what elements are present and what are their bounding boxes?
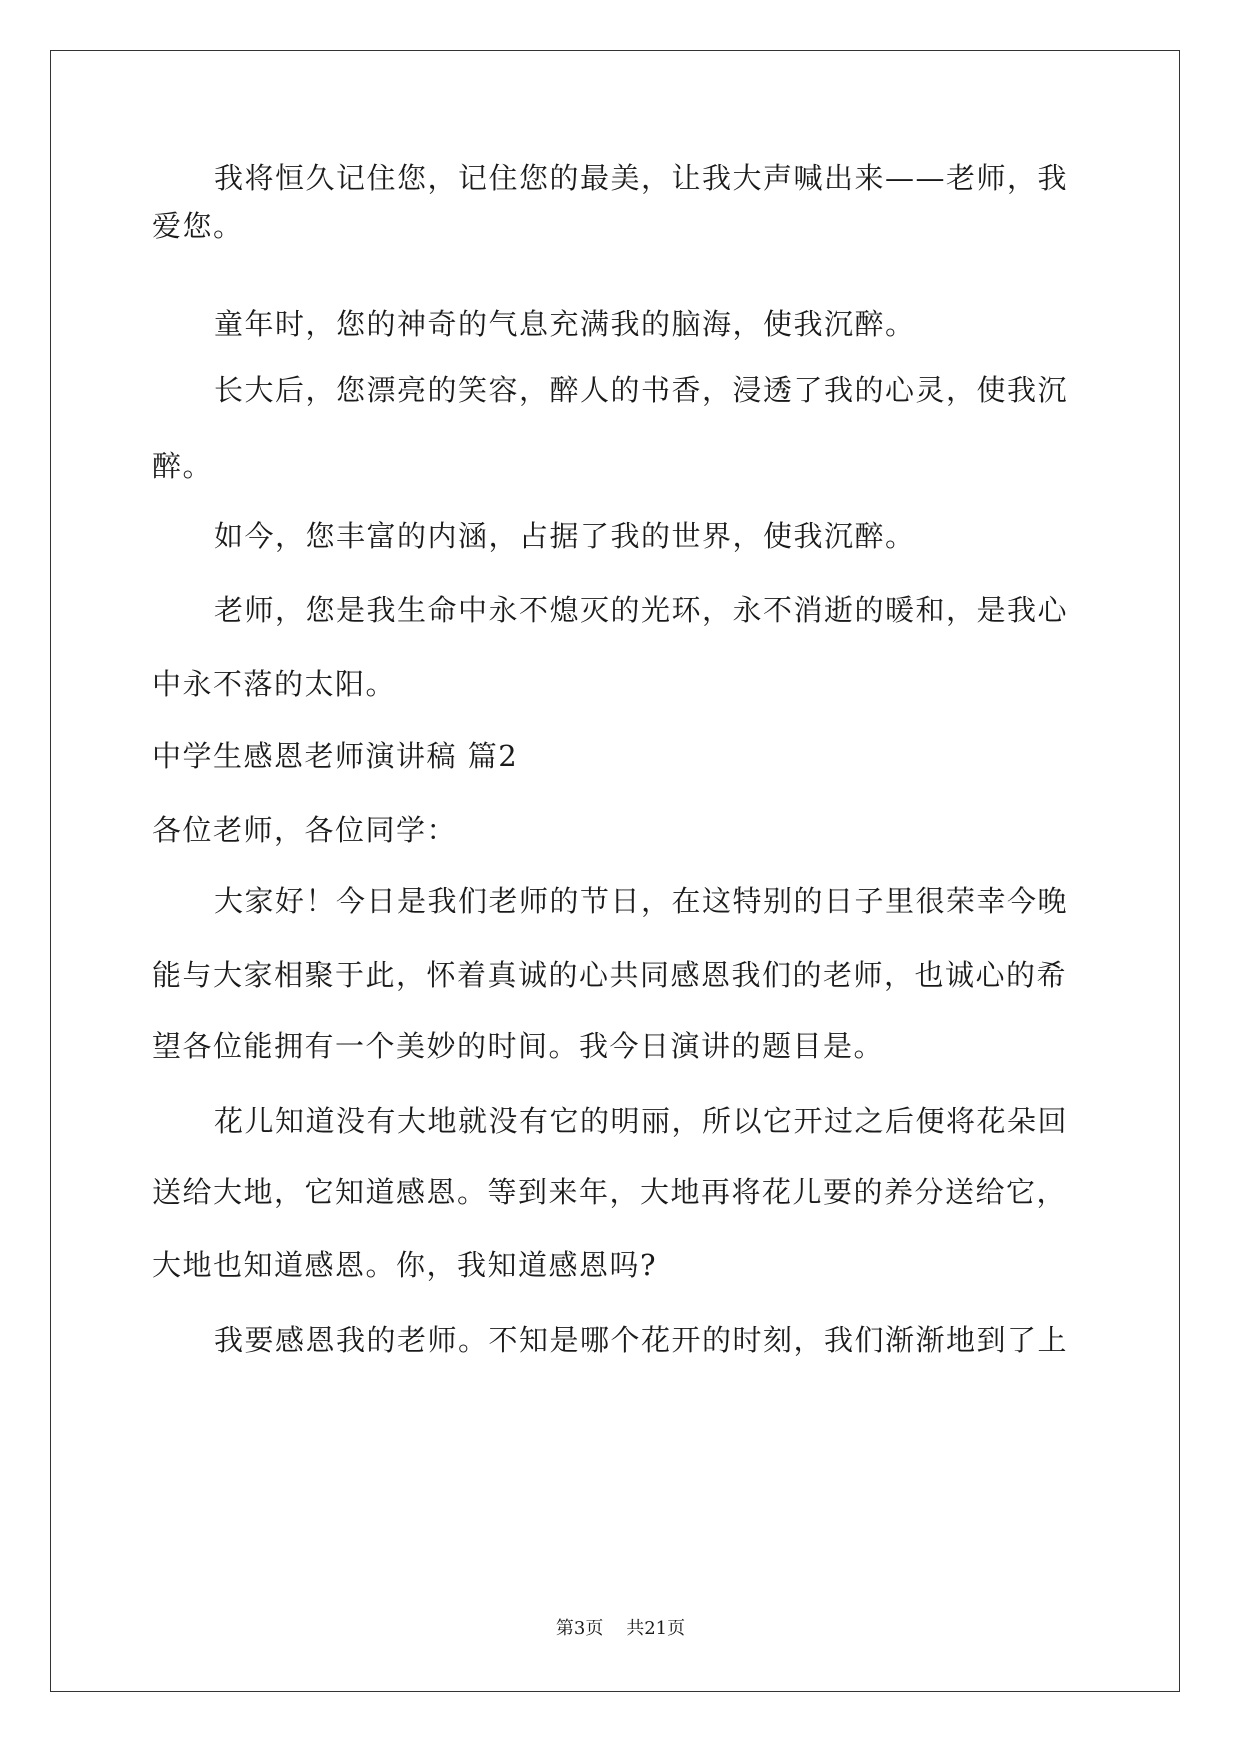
paragraph-line: 大家好！今日是我们老师的节日，在这特别的日子里很荣幸今晚 <box>214 884 1069 918</box>
paragraph-line: 花儿知道没有大地就没有它的明丽，所以它开过之后便将花朵回 <box>214 1104 1069 1138</box>
paragraph-line: 如今，您丰富的内涵，占据了我的世界，使我沉醉。 <box>214 519 916 553</box>
paragraph-line: 中永不落的太阳。 <box>152 667 397 701</box>
section-heading: 中学生感恩老师演讲稿 篇2 <box>152 739 519 773</box>
paragraph-line: 送给大地，它知道感恩。等到来年，大地再将花儿要的养分送给它， <box>152 1175 1068 1209</box>
paragraph-line: 童年时，您的神奇的气息充满我的脑海，使我沉醉。 <box>214 307 916 341</box>
paragraph-line: 我将恒久记住您，记住您的最美，让我大声喊出来——老师，我 <box>214 161 1069 195</box>
paragraph-line: 爱您。 <box>152 209 244 243</box>
page-footer <box>0 1614 1241 1640</box>
paragraph-line: 醉。 <box>152 449 214 483</box>
salutation: 各位老师，各位同学： <box>152 813 458 847</box>
paragraph-line: 我要感恩我的老师。不知是哪个花开的时刻，我们渐渐地到了上 <box>214 1323 1069 1357</box>
paragraph-line: 老师，您是我生命中永不熄灭的光环，永不消逝的暖和，是我心 <box>214 593 1069 627</box>
paragraph-line: 望各位能拥有一个美妙的时间。我今日演讲的题目是。 <box>152 1029 885 1063</box>
paragraph-line: 长大后，您漂亮的笑容，醉人的书香，浸透了我的心灵，使我沉 <box>214 373 1069 407</box>
page-number-label: 第3页 共21页 <box>555 1618 686 1639</box>
page-border <box>50 50 1180 1692</box>
paragraph-line: 能与大家相聚于此，怀着真诚的心共同感恩我们的老师，也诚心的希 <box>152 958 1068 992</box>
paragraph-line: 大地也知道感恩。你，我知道感恩吗? <box>152 1248 658 1282</box>
